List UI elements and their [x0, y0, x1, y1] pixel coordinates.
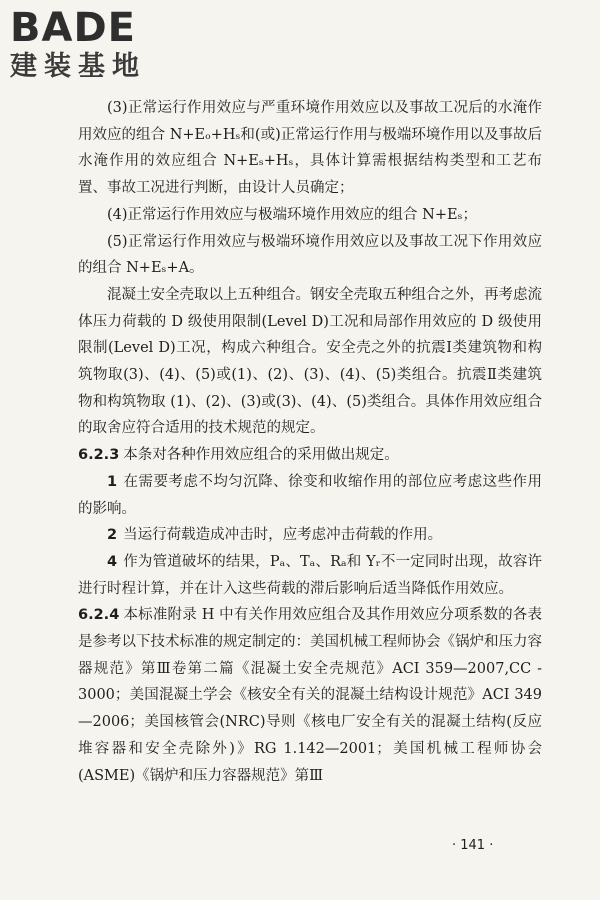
section-6-2-3	[78, 442, 542, 469]
item-number: 2	[107, 527, 118, 544]
page-body	[78, 95, 542, 789]
item-2	[78, 522, 542, 549]
paragraph-combo-5: (5)正常运行作用效应与极端环境作用效应以及事故工况下作用效应的组合 N+Eₛ+A。	[78, 233, 542, 277]
item-text: 当运行荷载造成冲击时，应考虑冲击荷载的作用。	[123, 527, 443, 544]
logo-subtitle: 建装基地	[10, 51, 146, 82]
section-number: 6.2.4	[78, 607, 120, 624]
paragraph-combo-4: (4)正常运行作用效应与极端环境作用效应的组合 N+Eₛ；	[107, 206, 477, 223]
section-6-2-4	[78, 602, 542, 789]
section-text: 本标准附录 H 中有关作用效应组合及其作用效应分项系数的各表是参考以下技术标准的规定制定的：美国机械工程师协会《锅炉和压力容器规范》第Ⅲ卷第二篇《混凝土安全壳规范》ACI 359—2007,CC - 3000；美国混凝土学会《核安全有关的混凝土结构设计规范》ACI 349—2006；美国核管会(NRC)导则《核电厂安全有关的混凝土结构(反应堆容器和安全壳除外)》RG 1.142—2001；美国机械工程师协会(ASME)《锅炉和压力容器规范》第Ⅲ	[78, 607, 542, 784]
section-number: 6.2.3	[78, 447, 120, 464]
watermark-logo	[10, 6, 180, 82]
item-4	[78, 549, 542, 602]
item-text: 作为管道破坏的结果，Pₐ、Tₐ、Rₐ和 Yᵣ不一定同时出现，故容许进行时程计算，并在计入这些荷载的滞后影响后适当降低作用效应。	[78, 553, 542, 597]
logo-text: BADE	[10, 5, 136, 51]
paragraph-combo-3: (3)正常运行作用效应与严重环境作用效应以及事故工况后的水淹作用效应的组合 N+Eₒ+Hₛ和(或)正常运行作用与极端环境作用以及事故后水淹作用的效应组合 N+Eₛ+Hₛ，具体计算需根据结构类型和工艺布置、事故工况进行判断，由设计人员确定；	[78, 100, 542, 197]
paragraph-containment: 混凝土安全壳取以上五种组合。钢安全壳取五种组合之外，再考虑流体压力荷载的 D 级使用限制(Level D)工况和局部作用效应的 D 级使用限制(Level D)工况，构成六种组合。安全壳之外的抗震Ⅰ类建筑物和构筑物取(3)、(4)、(5)或(1)、(2)、(3)、(4)、(5)类组合。抗震Ⅱ类建筑物和构筑物取 (1)、(2)、(3)或(3)、(4)、(5)类组合。具体作用效应组合的取舍应符合适用的技术规范的规定。	[78, 286, 542, 437]
item-number: 4	[107, 553, 118, 570]
item-1	[78, 469, 542, 522]
item-number: 1	[107, 473, 118, 490]
section-text: 本条对各种作用效应组合的采用做出规定。	[123, 447, 399, 464]
page-number: · 141 ·	[452, 838, 494, 853]
item-text: 在需要考虑不均匀沉降、徐变和收缩作用的部位应考虑这些作用的影响。	[78, 473, 542, 517]
